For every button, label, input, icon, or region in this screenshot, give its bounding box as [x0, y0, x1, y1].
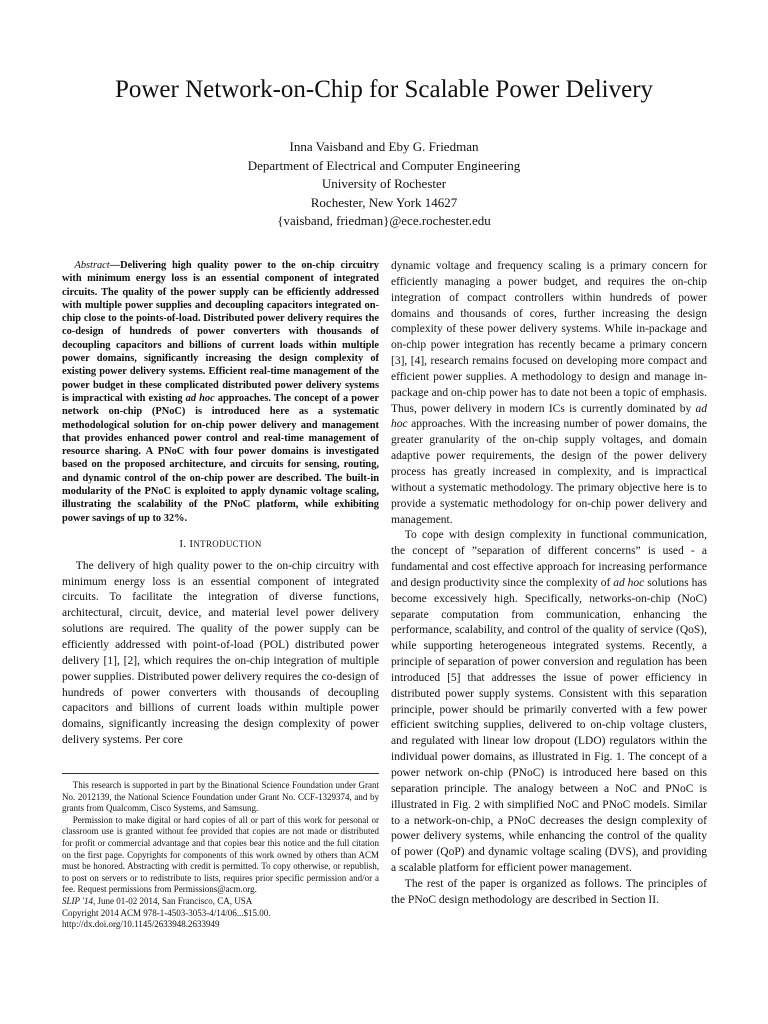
section-smallcaps: NTRODUCTION — [193, 538, 262, 549]
right-p1-a: dynamic voltage and frequency scaling is a primary concern for efficiently managing a power budget, and requires the on-chip integration of compact controllers within hundreds of power domains and thousands of cores, further increasing the design complexity of these power delivery systems. While in-package and on-chip power integration has recently became a primary concern [3], [4], research remains focused on developing more compact and efficient power supplies. A methodology to design and manage in-package and on-chip power has to date not been a topic of emphasis. Thus, power delivery in modern ICs is currently dominated by — [391, 260, 707, 415]
right-paragraph-1 — [391, 259, 707, 528]
author-email: {vaisband, friedman}@ece.rochester.edu — [277, 213, 491, 228]
footnote-permission: Permission to make digital or hard copies of all or part of this work for personal or classroom use is granted without fee provided that copies are not made or distributed for profit or commercial advantage and that copies bear this notice and the full citation on the first page. Copyrights for components of this work owned by others than ACM must be honored. Abstracting with credit is permitted. To copy otherwise, or republish, to post on servers or to redistribute to lists, requires prior specific permission and/or a fee. Request permissions from Permissions@acm.org. — [62, 814, 379, 895]
author-names: Inna Vaisband and Eby G. Friedman — [289, 139, 479, 154]
intro-paragraph-left: The delivery of high quality power to the on-chip circuitry with minimum energy loss is an essential component of integrated circuits. To facilitate the integration of diverse functions, architectural, circuit, device, and material level power delivery solutions are required. The quality of the power supply can be efficiently addressed with point-of-load (POL) distributed power delivery [1], [2], which requires the on-chip integration of multiple power supplies. Distributed power delivery requires the co-design of hundreds of power converters with thousands of decoupling capacitors and billions of current loads within multiple power domains, significantly increasing the design complexity of power delivery systems. Per core — [62, 559, 379, 747]
right-paragraph-2 — [391, 528, 707, 877]
right-paragraph-3: The rest of the paper is organized as follows. The principles of the PNoC design methodology are described in Section II. — [391, 877, 707, 906]
abstract-text-2: approaches. The concept of a power network on-chip (PNoC) is introduced here as a systematic methodological solution for on-chip power delivery and management that provides enhanced power control and real-time management of resource sharing. A PNoC with four power domains is investigated based on the proposed architecture, and circuits for sensing, routing, and dynamic control of the on-chip power are described. The built-in modularity of the PNoC is exploited to apply dynamic voltage scaling, illustrating the scalability of the PNoC platform, while exhibiting power savings of up to 32%. — [62, 392, 379, 524]
venue-name: SLIP '14 — [62, 895, 94, 906]
abstract-dash: — — [109, 260, 121, 271]
footnote-doi: http://dx.doi.org/10.1145/2633948.2633949 — [62, 919, 220, 930]
abstract-text-1: Delivering high quality power to the on-chip circuitry with minimum energy loss is an essential component of integrated circuits. The quality of the power supply can be efficiently addressed with multiple power supplies and decoupling capacitors integrated on-chip close to the points-of-load. Distributed power delivery requires the co-design of hundreds of power converters with thousands of decoupling capacitors and billions of current loads within multiple power domains, significantly increasing the design complexity of existing power delivery systems. Efficient real-time management of the power budget in these complicated distributed power delivery systems is impractical with existing — [62, 260, 379, 404]
footnote-venue — [62, 896, 379, 908]
author-university: University of Rochester — [321, 176, 447, 191]
left-column — [62, 259, 379, 749]
abstract-label: Abstract — [74, 260, 110, 271]
author-department: Department of Electrical and Computer Engineering — [247, 157, 521, 173]
right-column — [391, 259, 707, 909]
right-p2-a: To cope with design complexity in functional communication, the concept of ”separation of different concerns” is used - a fundamental and cost effective approach for increasing performance and design productivity since the complexity of — [391, 529, 707, 589]
venue-rest: , June 01-02 2014, San Francisco, CA, USA — [93, 895, 253, 906]
right-p2-ad-hoc: ad hoc — [613, 576, 645, 589]
section-numeral: I. I — [179, 537, 194, 550]
right-p2-b: solutions has become excessively high. Specifically, networks-on-chip (NoC) separate computation from communication, enhancing the performance, scalability, and control of the quality of service (QoS), while supporting heterogeneous integrated systems. Recently, a principle of separation of power conversion and regulation has been introduced [5] that addresses the issue of power efficiency in distributed power supply systems. Consistent with this separation principle, power should be primarily converted with a few power efficient switching supplies, delivered to on-chip voltage clusters, and regulated with linear low dropout (LDO) regulators within the individual power domains, as illustrated in Fig. 1. The concept of a power network on-chip (PNoC) is introduced here based on this separation principle. The analogy between a NoC and PNoC is illustrated in Fig. 2 with simplified NoC and PNoC models. Similar to a network-on-chip, a PNoC decreases the design complexity of power delivery systems, while enhancing the control of the quality of power (QoP) and dynamic voltage scaling (DVS), and providing a scalable platform for efficient power management. — [391, 576, 707, 875]
abstract — [62, 259, 379, 525]
footnote-support: This research is supported in part by the Binational Science Foundation under Grant No. 2012139, the National Science Foundation under Grant No. CCF-1329374, and by grants from Qualcomm, Cisco Systems, and Samsung. — [62, 780, 379, 814]
footnote-copyright: Copyright 2014 ACM 978-1-4503-3053-4/14/06...$15.00. — [62, 907, 271, 918]
section-heading-introduction — [62, 537, 379, 553]
right-p1-b: approaches. With the increasing number of power domains, the greater granularity of the on-chip supply voltages, and domain adaptive power requirements, the design of the power delivery process has greatly increased in complexity, and is impractical without a systematic methodology. The primary objective here is to provide a systematic methodology for on-chip power delivery and management. — [391, 418, 707, 526]
author-block — [0, 138, 768, 231]
right-p1-ad-hoc: ad hoc — [391, 402, 707, 431]
footnote-block — [62, 773, 379, 931]
author-location: Rochester, New York 14627 — [310, 194, 458, 210]
abstract-ad-hoc: ad hoc — [185, 392, 215, 404]
paper-title: Power Network-on-Chip for Scalable Power Delivery — [114, 76, 654, 103]
